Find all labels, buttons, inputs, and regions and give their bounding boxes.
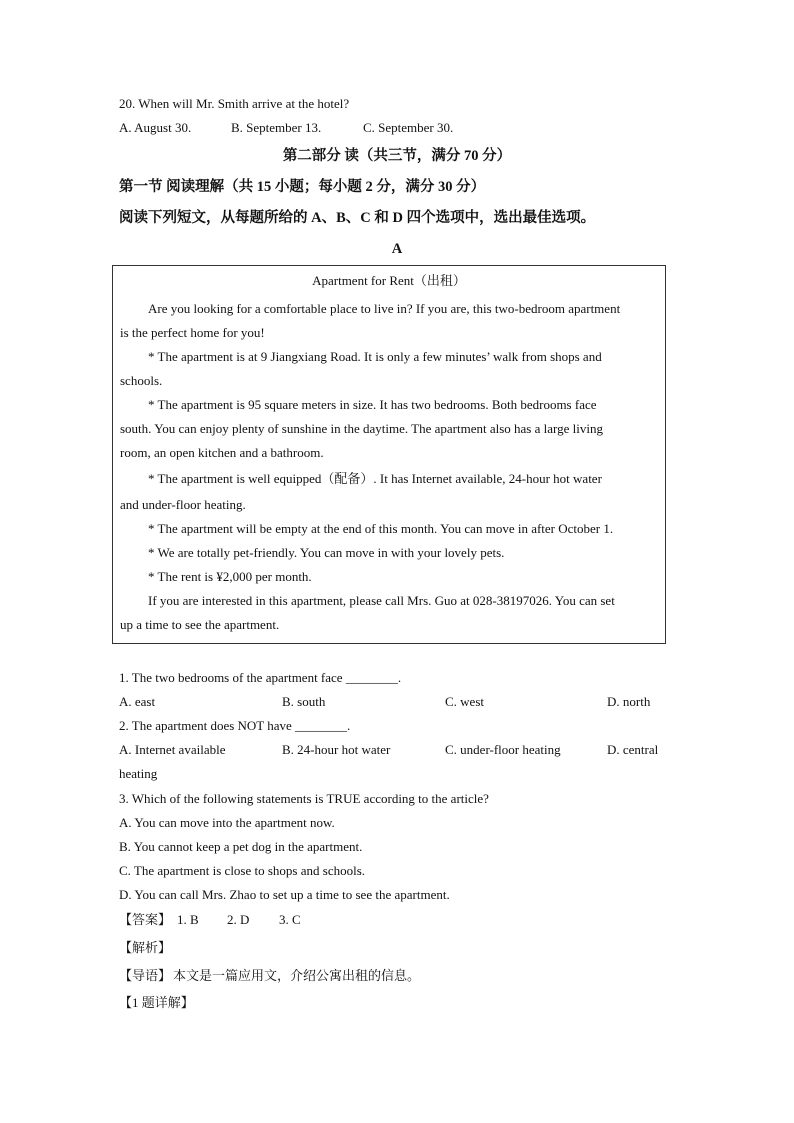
apartment-ad-box	[112, 265, 666, 644]
ad-line: is the perfect home for you!	[120, 325, 265, 340]
answer-2: 2. D	[227, 912, 250, 927]
guide-label: 【导语】	[119, 968, 172, 983]
ad-line: * We are totally pet-friendly. You can move in with your lovely pets.	[148, 545, 505, 560]
question-3-option-a: A. You can move into the apartment now.	[119, 815, 335, 830]
question-2-option-d: D. central	[607, 742, 659, 757]
ad-line: If you are interested in this apartment, please call Mrs. Guo at 028-38197026. You can set	[148, 593, 615, 608]
ad-title: Apartment for Rent（出租）	[312, 273, 466, 288]
instruction-text: 阅读下列短文，从每题所给的 A、B、C 和 D 四个选项中，选出最佳选项。	[119, 210, 596, 226]
ad-line: * The apartment is well equipped（配备）. It has Internet available, 24-hour hot water	[148, 471, 602, 486]
answer-1: 1. B	[177, 912, 199, 927]
question-1-option-b: B. south	[282, 694, 326, 709]
passage-label: A	[391, 241, 403, 257]
ad-line: * The rent is ¥2,000 per month.	[148, 569, 312, 584]
part-2-title: 第二部分 读（共三节，满分 70 分）	[282, 148, 512, 164]
question-20-option-c: C. September 30.	[363, 120, 454, 135]
question-3-option-c: C. The apartment is close to shops and schools.	[119, 863, 366, 878]
detail-1-label: 【1 题详解】	[119, 995, 194, 1010]
section-1-title: 第一节 阅读理解（共 15 小题；每小题 2 分，满分 30 分）	[119, 179, 486, 195]
ad-line: Are you looking for a comfortable place to live in? If you are, this two-bedroom apartment	[148, 301, 621, 316]
ad-line: * The apartment will be empty at the end of this month. You can move in after October 1.	[148, 521, 614, 536]
question-3-option-b: B. You cannot keep a pet dog in the apartment.	[119, 839, 363, 854]
question-1-stem: 1. The two bedrooms of the apartment face ________.	[119, 670, 402, 685]
ad-line: schools.	[120, 373, 163, 388]
guide-text: 本文是一篇应用文，介绍公寓出租的信息。	[173, 968, 421, 983]
question-2-option-b: B. 24-hour hot water	[282, 742, 391, 757]
ad-line: * The apartment is at 9 Jiangxiang Road. It is only a few minutes’ walk from shops and	[148, 349, 602, 364]
question-1-option-c: C. west	[445, 694, 484, 709]
question-3-option-d: D. You can call Mrs. Zhao to set up a time to see the apartment.	[119, 887, 450, 902]
question-20-option-a: A. August 30.	[119, 120, 192, 135]
question-2-stem: 2. The apartment does NOT have ________.	[119, 718, 351, 733]
question-20-stem: 20. When will Mr. Smith arrive at the hotel?	[119, 96, 350, 111]
question-1-option-d: D. north	[607, 694, 651, 709]
question-2-option-d-continuation: heating	[119, 766, 158, 781]
question-2-option-c: C. under-floor heating	[445, 742, 561, 757]
ad-line: and under-floor heating.	[120, 497, 246, 512]
answer-3: 3. C	[279, 912, 301, 927]
question-1-option-a: A. east	[119, 694, 156, 709]
answer-label: 【答案】	[119, 912, 172, 927]
ad-line: south. You can enjoy plenty of sunshine in the daytime. The apartment also has a large living	[120, 421, 603, 436]
ad-line: room, an open kitchen and a bathroom.	[120, 445, 324, 460]
question-3-stem: 3. Which of the following statements is TRUE according to the article?	[119, 791, 489, 806]
question-2-option-a: A. Internet available	[119, 742, 226, 757]
analysis-label: 【解析】	[119, 940, 172, 955]
ad-line: * The apartment is 95 square meters in size. It has two bedrooms. Both bedrooms face	[148, 397, 597, 412]
question-20-option-b: B. September 13.	[231, 120, 322, 135]
ad-line: up a time to see the apartment.	[120, 617, 280, 632]
